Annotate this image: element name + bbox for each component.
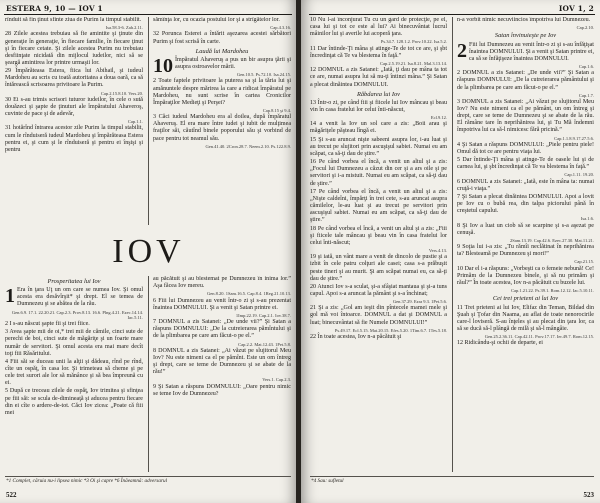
cross-reference: Cap.2.10. [576, 25, 594, 31]
cross-reference: Gen.25.2.36.11. Cap.42.11. Prov.17.17. Ier.49.7. Rom.12.15. [484, 334, 594, 340]
left-running-header: ESTERA 9, 10 — IOV 1 [6, 4, 103, 13]
cross-reference: Gen.6.9. 17.1. 22.20.21. Cap.2.3. Prov.8.13. 16.6. Plng.4.21. Ezec.14.14. Iac.5.11. [11, 309, 143, 320]
verse-paragraph: 7 DOMNUL a zis Satanei: „De unde vii?” Şi Satan a răspuns DOMNULUI: „De la cutreierarea pămîntului şi de la plimbarea pe care am făcut-o pe el.” [153, 319, 291, 340]
right-footnote: *4 Sau: sufletul [311, 478, 344, 484]
right-col-2 [457, 17, 594, 472]
cross-reference: Cap.4.3.16. [270, 25, 291, 31]
cross-reference: Gen.37.29. Ezra 9.3. 1Pet.5.6. [392, 299, 447, 305]
verse-paragraph: 16 Pe când vorbea el încă, a venit un altul şi a zis: „Focul lui Dumnezeu a căzut din cer şi a ars oile şi pe servitori şi i-a mistuit. Numai eu am scăpat, ca să-ţi dau de ştire.” [310, 159, 447, 187]
cross-reference: Gen.8.20. 1Sam.16.5. Cap.8.4. 1Reg.21.10.13. [207, 291, 291, 297]
verse-text: Împăratul Ahaveruş a pus un bir asupra ţării şi asupra ostroavelor mării. [175, 56, 291, 70]
right-page [301, 0, 600, 503]
verse-paragraph: 11 Dar întinde-Ţi mâna şi atinge-Te de tot ce are, şi şbt încredinţat că Te va blestema în faţă.” [310, 45, 447, 59]
section-heading: Satan învinuieşte pe Iov [494, 32, 557, 40]
cross-reference: Gen.41.40. 2Cron.28.7. Neem.2.10. Ps.122.8.9. [205, 143, 291, 149]
cross-reference: Cap.2.15.8.10. Vers.20. [100, 90, 143, 96]
column-divider [148, 17, 149, 225]
verse-paragraph: 28 Zilele acestea trebuiau să fie amintite şi ţinute din generaţie în generaţie, în fiecare familie, în fiecare ţinut şi în fiecare cetate. Şi zilele acestea Purim nu trebuiau desfiinţate nicidată din mijlocul iudeilor, nici să se şeargă amintirea lor printre urmaşii lor. [5, 31, 143, 66]
left-page [0, 0, 297, 503]
verse-paragraph: 4 Fiii săi se duceau unii la alţii şi dădeau, rînd pe rînd, cîte un ospăţ, în casa lor. Şi trimeteau să cheme şi pe cele trei surori ale lor să mănânce şi să bea împreună cu ei. [5, 358, 143, 387]
cross-reference: Cap.2.5.19.21. Isa.8.21. Mal.3.13.14. [380, 60, 447, 66]
verse-paragraph: 12 Ridicându-şi ochii de departe, ei [457, 340, 543, 347]
verse-paragraph: 2 I s-au născut şapte fii şi trei fiice. [5, 321, 90, 328]
verse-paragraph: 22 În toate acestea, Iov n-a păcătuit şi [310, 334, 402, 340]
book-title: IOV [112, 233, 185, 270]
verse-paragraph: 3 Avea şapte mii de oi,* trei mii de cămile, cinci sute de perechi de boi, cinci sute de măgăriţe şi un foarte mare număr de servitori. Şi omul acesta era mai mare decît toţi fiii Răsăritului. [5, 329, 143, 357]
verse-list [457, 17, 594, 30]
cross-reference: Gen.10.5. Ps.72.10. Isa.24.15. [236, 72, 291, 78]
verse-paragraph: 9 Şi Satan a răspuns DOMNULUI: „Oare pentru nimic se teme Iov de Dumnezeu? [153, 383, 291, 397]
verse-list [153, 17, 291, 46]
cross-reference: Cap.1.6. [578, 63, 594, 69]
cross-reference: Cap.1.1.8.9.17.27.5.6. [554, 135, 594, 141]
section-heading: Laudă lui Mardoheu [195, 47, 249, 55]
left-footnote: *1 Complet, căruia nu-i lipsea nimic *3 Oi şi capre *6 Înăeamnă: adversarul [6, 478, 168, 484]
verse-paragraph: 8 DOMNUL a zis Satanei: „Ai văzut pe slujitorul Meu Iov? Nu este nimeni ca el pe pămînt. Este un om întreg şi drept, care se teme de Dumnezeu şi se abate de la rău!” [153, 347, 291, 376]
verse-paragraph: 3 Căci iudeul Mardoheu era al doilea, după împăratul Ahaveruş. El era mare între iudei şi iubit de mulţimea fraţilor săi, căutînd binele poporului său şi vorbind de pace pentru tot neamul său. [153, 114, 291, 142]
verse-paragraph: 7 Şi Satan a plecat dinăintea DOMNULUI. Apoi a lovit pe Iov cu o bubă rea, din talpa piciorului până în creştetul capului. [457, 193, 594, 215]
verse-paragraph: 18 Pe când vorbea el încă, a venit un altul şi a zis: „Fiii şi fiicele tale mâncau şi beau vin în casa fratelui lor celui înti-născut; [310, 225, 447, 246]
cross-reference: Cap.21.15. [574, 259, 594, 265]
verse-list [457, 39, 594, 294]
verse-list [153, 54, 291, 149]
verse-paragraph: 10 Nu l-ai înconjurat Tu cu un gard de protecţie, pe el, casa lui şi tot ce este al lui? Ai binecuvântat lucrul mâinilor lui şi averile lui acoperă ţara. [310, 17, 447, 38]
verse-text: Fiii lui Dumnezeu au venit într-o zi şi s-au înfăţişat înaintea DOMNULUI. Şi a venit şi Satan printre ei, ca să se înfăţişeze înaintea DOMNULUI. [469, 41, 594, 62]
verse-list [5, 287, 143, 417]
cross-reference: Vers.4.13. [428, 247, 447, 253]
verse-paragraph: 20 Atunci Iov s-a sculat, şi-a sfâşiat mantaua şi şi-a tuns capul. Apoi s-a aruncat la pământ şi s-a închinat; [310, 283, 447, 297]
verse-paragraph: n-a vorbit nimic necuviincios împotriva lui Dumnezeu. [457, 17, 591, 23]
verse-paragraph: 6 DOMNUL a zis Satanei: „Iată, este în mâna ta: numai cruţă-i viaţa.” [457, 178, 594, 192]
footnote-rule [5, 476, 291, 477]
verse-list [310, 17, 447, 89]
cross-reference: Cap.1.1. [127, 119, 143, 125]
verse-paragraph: 10 Dar el i-a răspuns: „Vorbeşti ca o femeie nebună! Ce! Primăm de la Dumnezeu binele, şi să nu primăm şi răul?” În toate acestea, Iov n-a păcătuit cu buzele lui. [457, 265, 594, 286]
verse-paragraph [457, 39, 594, 63]
cross-reference: Cap.1.21.22. Ps.39.1. Rom.12.12. Iac.5.10.11. [511, 288, 594, 294]
verse-paragraph: 14 a venit la Iov un sol care a zis: „Boii arau şi măgăriţele păşteau lîngă ei. [310, 121, 447, 135]
verse-paragraph: 6 Fiii lui Dumnezeu au venit într-o zi şi s-au prezentat înaintea DOMNULUI. Şi a venit şi Satan printre ei. [153, 297, 291, 311]
verse-paragraph: 17 Pe când vorbea el încă, a venit un altul şi a zis: „Nişte caldeîni, împărţi în trei cete, s-au aruncat asupra cămilelor, le-au luat şi au trecut pe servitori prin ascuşişul sabiei. Numai eu am scăpat, ca să-ţi dau de ştire.” [310, 188, 447, 224]
verse-paragraph: 32 Porunca Esterei a întărit aşezarea acestei sărbători Purim şi fost scrisă în carte. [153, 31, 291, 45]
verse-paragraph: 19 şi iată, un vânt mare a venit de dincolo de pustie şi a izbit în cele patru colţuri ale casei; casa s-a prăbuşit peste tineri şi au murit. Şi am scăpat numai eu, ca să-ţi dau de ştire.” [310, 254, 447, 282]
verse-paragraph: 30 Ei s-au trimis scrisori tuturor iudeilor, în cele o sută douăzeci şi şapte de ţinuturi ale împăratului Ahaveroş, cuvinte de pace şi de adevăr, [5, 96, 143, 118]
left-col-4 [153, 276, 291, 474]
left-col-2 [153, 17, 291, 229]
verse-paragraph: 3 DOMNUL a zis Satanei: „Ai văzut pe slujitorul Meu Iov? Nu este nimeni ca el pe pământ, un om întreg şi drept, care se teme de Dumnezeu şi se abate de la rău. El rămâne tare în neprihănirea lui, şi Tu Mă îndemni împotriva lui ca să-l nimicesc fără pricină.” [457, 98, 594, 134]
verse-paragraph: 13 Într-o zi, pe când fiii şi fiicele lui Iov mâncau şi beau vin în casa fratelui lor celui înti-născut, [310, 99, 447, 113]
right-header-rule [309, 14, 595, 15]
cross-reference: Ps.34.7. 128.1.2. Prov.10.22. Isa.5.2. [380, 39, 447, 45]
verse-paragraph: rînduit să fin ţinut sfinte ziua de Purim la timpul stabilit. [5, 17, 142, 23]
cross-reference: Vers.1. Cap.2.3. [262, 377, 291, 383]
chapter-number: 1 [5, 285, 15, 308]
right-running-header: IOV 1, 2 [558, 4, 594, 13]
verse-paragraph: 12 DOMNUL a zis Satanei: „Iată, ţi dau pe mâna ta tot ce are, numai asupra lui să nu-ţi întinzi mâna.” Şi Satan a plecat dinăintea DOMNULUI. [310, 67, 447, 88]
verse-paragraph: 21 Şi a zis: „Gol am ieşit din pîntecele mamei mele şi gol mă voi întoarce. DOMNUL a dat şi DOMNUL a luat; binecuvântat să fie Numele DOMNULUI!” [310, 305, 447, 326]
section-heading: Cei trei prieteni ai lui Iov [492, 295, 559, 303]
left-col-3 [5, 276, 143, 474]
cross-reference: Ps.49.17. Ecl.5.15. Mat.20.15. Efes.5.20. 1Tim.6.7. 1Tes.5.18. [334, 327, 447, 333]
section-heading: Prosperitatea lui Iov [47, 278, 101, 285]
verse-paragraph: 11 Trei prieteni ai lui Iov, Elifaz din Teman, Bildad din Şuah şi Ţofar din Naama, au aflat de toate nenorocirile care-l loviseră. S-au înţeles şi au plecat din ţara lor, ca să se ducă să-l plângă de milă şi să-l mângâie. [457, 304, 594, 332]
verse-paragraph: au păcătuit şi au blestemat pe Dumnezeu în inima lor.” Aşa făcea Iov mereu. [153, 276, 291, 290]
verse-list [153, 276, 291, 398]
cross-reference: Isa.1.6. [580, 216, 594, 222]
left-col-1 [5, 17, 143, 229]
verse-paragraph [5, 287, 143, 308]
verse-paragraph: 29 Împărăteasa Estera, fiica lui Abihail, şi iudeul Mardoheu au scris cu toată autoritatea a doua oară, ca să întărească scrisoarea privitoare la Purim. [5, 68, 143, 89]
footnote-rule [310, 476, 594, 477]
verse-list [310, 100, 447, 341]
verse-paragraph: 31 hotărînd întrarea acestor zile Purim la timpul stabilit, cum le rînduiseră iudeul Mardoheu şi împărăteasa Estera pentru ei, şi cum şi le rînduiseră şi pentru ei înşişi şi pentru [5, 125, 143, 153]
section-heading: Răbdarea lui Iov [356, 90, 401, 98]
column-divider [452, 17, 453, 472]
verse-text: Era în ţara Uţ un om care se numea Iov. Şi omul acesta era desăvîrşit* şi drept. El se temea de Dumnezeu şi se abătea de la rău. [17, 287, 143, 308]
verse-list [5, 17, 143, 154]
chapter-number: 2 [457, 39, 467, 62]
cross-reference: Cap.1.7. [578, 92, 594, 98]
cross-reference: Cap.1.11. 19.20. [564, 172, 594, 178]
verse-paragraph: 2 Toate faptele privitoare la puterea sa şi la tăria lui şi amănuntele despre mărirea la care a ridicat împăratul pe Mardoheu, nu sunt scrise în cartea Cronicilor Împăraţilor Medieţi şi Perşei? [153, 78, 291, 106]
verse-list [457, 305, 594, 348]
verse-paragraph: 5 După ce treceau zilele de ospăţ, Iov trimitea şi sfinţea pe fiii săi: se scula de-dimineaţă şi aducea pentru fiecare din ei cîte o ardere-de-tot. Căci Iov zicea: „Poate că fiii mei [5, 388, 143, 416]
left-header-rule [4, 14, 292, 15]
verse-paragraph: sămînţa lor, cu ocazia postului lor şi a strîgătelor lor. [153, 17, 280, 23]
chapter-number: 10 [153, 54, 173, 77]
verse-paragraph: 8 Şi Iov a luat un ciob să se scarpine şi s-a aşezat pe cenuşă. [457, 222, 594, 236]
verse-paragraph: 2 DOMNUL a zis Satanei: „De unde vii?” Şi Satan a răspuns DOMNULUI: „De la cutreierarea pământului şi de la plimbarea pe care am făcut-o pe el.” [457, 70, 594, 91]
verse-paragraph: 15 Şi s-au aruncat nişte sabeeni asupra lor, i-au luat şi au trecut pe slujitori prin ascuşişul sabiei. Numai eu am scăpat, ca să-ţi dau de ştire.” [310, 136, 447, 157]
right-page-number: 523 [583, 491, 594, 499]
cross-reference: 2Sam.13.19. Cap.42.6. Ezec.27.30. Mat.11.21. [510, 237, 594, 243]
right-col-1 [310, 17, 447, 472]
cross-reference: Ecl.9.12. [430, 115, 447, 121]
verse-paragraph: 5 Dar întinde-Ţi mâna şi atinge-Te de oasele lui şi de carnea lui, şi şbt încredinţat că Te va blestema în faţă.” [457, 157, 594, 171]
cross-reference: Cap.8.15 şi 9.4. [262, 107, 291, 113]
verse-paragraph: 4 Şi Satan a răspuns DOMNULUI: „Piele pentru piele! Omul dă tot ce are pentru viaţa lui. [457, 141, 594, 155]
cross-reference: 1Imp.22.19. Cap.2.1. Iov.38.7. [235, 312, 291, 318]
verse-paragraph: 9 Soţia lui i-a zis: „Tu rămîi neclătinat în neprihănirea ta? Blesteamă pe Dumnezeu şi mori!” [457, 244, 594, 258]
cross-reference: Cap.2.2. Mat.12.43. 1Pet.5.8. [238, 341, 291, 347]
left-page-number: 522 [6, 491, 17, 499]
cross-reference: Isa.58.3-6. Zah.2.11. [105, 25, 143, 31]
column-divider [148, 276, 149, 472]
